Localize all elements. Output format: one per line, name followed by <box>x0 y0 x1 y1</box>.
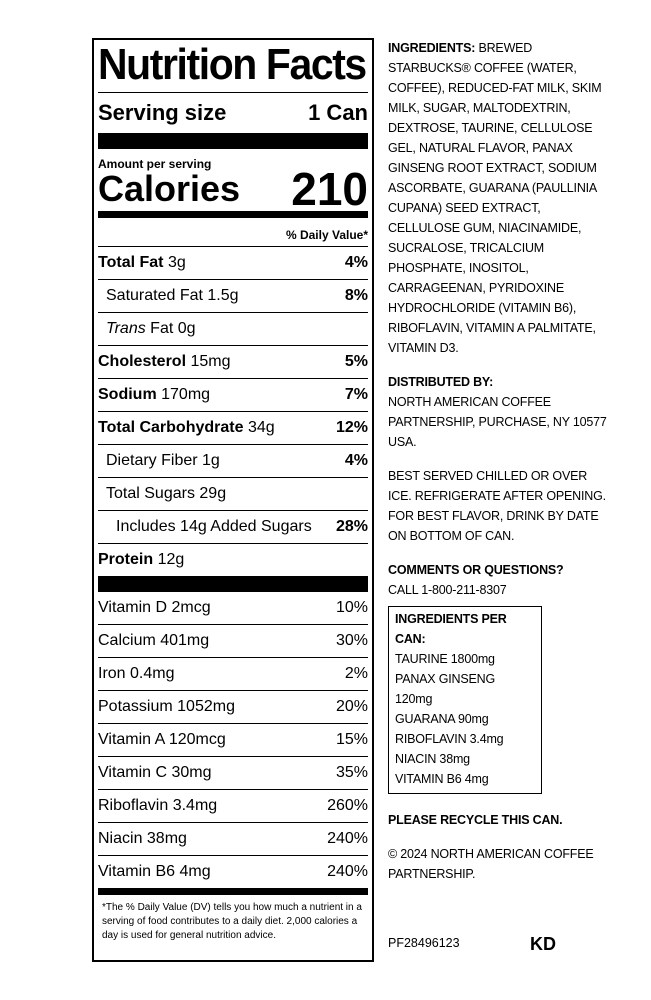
per-can-item: GUARANA 90mg <box>395 712 489 726</box>
thick-divider <box>98 576 368 592</box>
nutrient-amount: 29g <box>199 485 227 502</box>
nutrient-row-sodium <box>98 378 368 411</box>
nutrition-facts-panel <box>92 38 374 962</box>
nutrient-name: Saturated Fat <box>106 287 203 304</box>
vitamin-dv: 240% <box>327 863 368 880</box>
nutrient-amount: Fat 0g <box>150 320 196 337</box>
distributor-block <box>388 372 608 452</box>
nutrient-amount: 1.5g <box>207 287 239 304</box>
vitamin-name: Riboflavin 3.4mg <box>98 797 218 814</box>
vitamin-row <box>98 855 368 888</box>
vitamin-row <box>98 789 368 822</box>
vitamin-dv: 10% <box>335 599 368 616</box>
nutrient-row-trans-fat <box>98 312 368 345</box>
vitamin-name: Potassium 1052mg <box>98 698 235 715</box>
ingredients-block <box>388 38 608 358</box>
ingredients-text: BREWED STARBUCKS® COFFEE (WATER, COFFEE), REDUCED-FAT MILK, SKIM MILK, SUGAR, MALTODEXTRIN, DEXTROSE, TAURINE, CELLULOSE GEL, NATURAL FLAVOR, PANAX GINSENG ROOT EXTRACT, SODIUM ASCORBATE, GUARANA (PAULLINIA CUPANA) SEED EXTRACT, CELLULOSE GUM, NIACINAMIDE, SUCRALOSE, TRICALCIUM PHOSPHATE, INOSITOL, CARRAGEENAN, PYRIDOXINE HYDROCHLORIDE (VITAMIN B6), RIBOFLAVIN, VITAMIN A PALMITATE, VITAMIN D3. <box>388 41 602 355</box>
comments-label: COMMENTS OR QUESTIONS? <box>388 563 564 577</box>
serving-size-value: 1 Can <box>308 100 368 125</box>
vitamin-row <box>98 690 368 723</box>
nutrient-amount: 1g <box>202 452 220 469</box>
nutrient-name: Total Fat <box>98 254 164 271</box>
nutrient-row-cholesterol <box>98 345 368 378</box>
ingredients-label: INGREDIENTS: <box>388 41 476 55</box>
calories-label: Calories <box>98 168 241 209</box>
nutrient-row-protein <box>98 543 368 576</box>
daily-value-header: % Daily Value* <box>285 228 368 242</box>
label-text-column <box>388 38 608 898</box>
vitamin-row <box>98 657 368 690</box>
nutrient-name: Trans <box>106 320 146 337</box>
vitamin-name: Vitamin C 30mg <box>98 764 212 781</box>
vitamin-dv: 240% <box>327 830 368 847</box>
vitamin-name: Vitamin D 2mcg <box>98 599 211 616</box>
vitamin-dv: 20% <box>335 698 368 715</box>
thick-divider <box>98 133 368 149</box>
medium-divider <box>98 888 368 895</box>
per-can-item: VITAMIN B6 4mg <box>395 772 489 786</box>
comments-text: CALL 1-800-211-8307 <box>388 583 507 597</box>
daily-value-footnote: *The % Daily Value (DV) tells you how much a nutrient in a serving of food contributes to a daily diet. 2,000 calories a day is used for general nutrition advice. <box>102 902 362 941</box>
nutrient-dv: 4% <box>344 452 368 469</box>
calories-value: 210 <box>291 163 368 215</box>
nutrient-dv: 8% <box>344 287 368 304</box>
nutrient-name: Dietary Fiber <box>106 452 198 469</box>
comments-block <box>388 560 608 600</box>
per-can-item: TAURINE 1800mg <box>395 652 495 666</box>
nutrient-dv: 7% <box>344 386 368 403</box>
nutrient-name: Protein <box>98 551 154 568</box>
vitamin-row <box>98 723 368 756</box>
per-can-item: NIACIN 38mg <box>395 752 470 766</box>
nutrient-row-total-fat <box>98 246 368 279</box>
nutrient-name: Total Carbohydrate <box>98 419 244 436</box>
per-can-item: RIBOFLAVIN 3.4mg <box>395 732 504 746</box>
nutrition-title: Nutrition Facts <box>98 40 366 89</box>
vitamin-name: Niacin 38mg <box>98 830 187 847</box>
per-can-label: INGREDIENTS PER CAN: <box>395 612 507 646</box>
nutrient-row-dietary-fiber <box>98 444 368 477</box>
vitamin-dv: 260% <box>327 797 368 814</box>
vitamin-dv: 30% <box>335 632 368 649</box>
serving-size-row <box>98 92 368 133</box>
kosher-dairy-mark: KD <box>530 934 556 954</box>
vitamin-name: Iron 0.4mg <box>98 665 175 682</box>
nutrient-dv: 5% <box>344 353 368 370</box>
nutrient-name: Includes 14g Added Sugars <box>116 518 312 535</box>
nutrient-amount: 12g <box>157 551 185 568</box>
nutrient-row-saturated-fat <box>98 279 368 312</box>
ingredients-per-can-box <box>388 606 542 794</box>
vitamin-row <box>98 822 368 855</box>
nutrient-name: Cholesterol <box>98 353 187 370</box>
nutrient-row-total-carbohydrate <box>98 411 368 444</box>
vitamin-name: Vitamin A 120mcg <box>98 731 226 748</box>
distributed-label: DISTRIBUTED BY: <box>388 375 494 389</box>
product-code: PF28496123 <box>388 936 460 950</box>
amount-per-serving: Amount per serving <box>98 157 212 171</box>
vitamin-dv: 15% <box>335 731 368 748</box>
nutrient-dv: 4% <box>344 254 368 271</box>
per-can-item: PANAX GINSENG 120mg <box>395 672 495 706</box>
serving-size-label: Serving size <box>98 100 227 125</box>
nutrient-name: Total Sugars <box>106 485 195 502</box>
nutrient-name: Sodium <box>98 386 157 403</box>
recycle-note: PLEASE RECYCLE THIS CAN. <box>388 813 563 827</box>
vitamin-dv: 2% <box>344 665 368 682</box>
nutrient-dv: 28% <box>335 518 368 535</box>
nutrient-amount: 170mg <box>161 386 211 403</box>
nutrient-row-added-sugars <box>98 510 368 543</box>
vitamin-row <box>98 624 368 657</box>
nutrient-amount: 34g <box>247 419 275 436</box>
nutrient-dv: 12% <box>335 419 368 436</box>
serving-note: BEST SERVED CHILLED OR OVER ICE. REFRIGERATE AFTER OPENING. FOR BEST FLAVOR, DRINK BY DATE ON BOTTOM OF CAN. <box>388 469 606 543</box>
vitamin-dv: 35% <box>335 764 368 781</box>
nutrient-row-total-sugars <box>98 477 368 510</box>
vitamin-name: Calcium 401mg <box>98 632 210 649</box>
copyright-text: © 2024 NORTH AMERICAN COFFEE PARTNERSHIP. <box>388 847 594 881</box>
vitamin-row <box>98 592 368 624</box>
distributed-text: NORTH AMERICAN COFFEE PARTNERSHIP, PURCHASE, NY 10577 USA. <box>388 395 607 449</box>
vitamin-list <box>98 592 368 888</box>
nutrient-amount: 15mg <box>190 353 231 370</box>
vitamin-name: Vitamin B6 4mg <box>98 863 211 880</box>
vitamin-row <box>98 756 368 789</box>
nutrient-amount: 3g <box>167 254 186 271</box>
